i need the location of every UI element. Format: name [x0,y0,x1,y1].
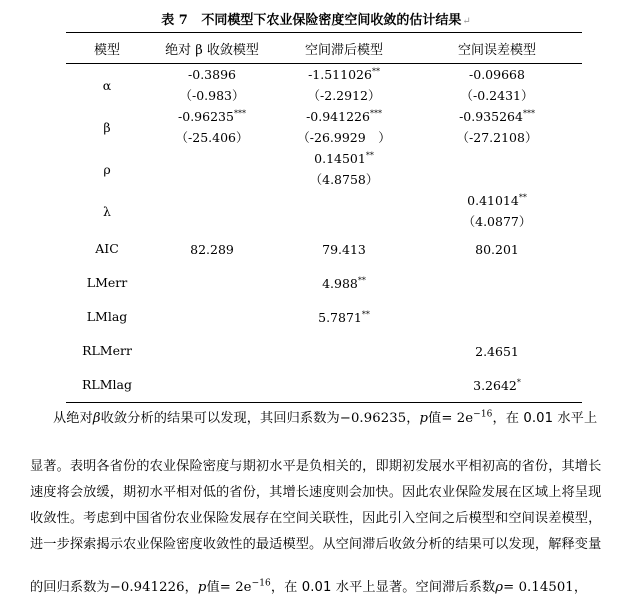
row-param: ρ [103,161,111,177]
table-cell [276,266,412,300]
significance-stars: *** [233,108,246,118]
results-table-wrap [66,32,582,403]
results-table [66,32,582,403]
cell-tstat: （-26.9929 ） [297,130,391,145]
table-cell [148,190,276,232]
cell-value [276,341,412,362]
significance-stars: ** [365,150,374,160]
cell-value: -0.935264*** [459,108,535,124]
paragraph-line-6: 的回归系数为−0.941226，p值= $2e^{-16}$，在 0.01 水平上显著。空间滞后系数ρ= 0.14501， [30,578,588,595]
table-row [66,106,582,148]
significance-stars: *** [369,108,382,118]
table-cell [148,64,276,107]
header-spatial-lag: 空间滞后模型 [276,33,412,64]
row-param: RLMerr [82,343,132,358]
cell-tstat [276,211,412,232]
cell-value: 2.4651 [475,343,519,359]
cell-value: 3.2642* [473,377,521,393]
table-caption [0,9,632,28]
header-spatial-error: 空间误差模型 [412,33,582,64]
cell-value: 4.988** [322,275,366,291]
table-cell [276,148,412,190]
caption-label: 表 7 [161,13,188,28]
paragraph-line-5: 进一步探索揭示农业保险密度收敛性的最适模型。从空间滞后收敛分析的结果可以发现，解释变量 [30,537,602,552]
cell-value: 0.14501** [314,150,374,166]
cell-value [276,375,412,396]
row-param: LMerr [86,275,128,290]
cell-tstat: （4.0877） [462,214,532,229]
cell-value: -0.96235*** [178,108,246,124]
cell-tstat: （-2.2912） [307,88,381,103]
significance-stars: ** [371,66,380,76]
table-cell [148,334,276,368]
row-param: β [103,119,111,135]
row-param: RLMlag [66,368,148,403]
row-param: AIC [95,241,119,256]
header-abs-beta: 绝对 β 收敛模型 [148,33,276,64]
paragraph-line-2: 显著。表明各省份的农业保险密度与期初水平是负相关的，即期初发展水平相初高的省份，其增长 [30,459,602,474]
cell-tstat: （-25.406） [175,130,249,145]
table-cell [412,106,582,148]
significance-stars: * [516,377,521,387]
table-cell [276,368,412,403]
cell-value: -0.09668 [469,67,525,82]
table-row [66,266,582,300]
table-row [66,334,582,368]
caption-text: 不同模型下农业保险密度空间收敛的估计结果 [201,13,462,28]
table-cell [276,190,412,232]
table-cell [276,64,412,107]
table-cell [412,368,582,403]
cell-value [276,190,412,211]
table-cell [276,232,412,266]
cell-tstat [148,211,276,232]
header-model: 模型 [66,33,148,64]
table-row [66,148,582,190]
cell-value [412,273,582,294]
cell-value [148,190,276,211]
cell-value [148,375,276,396]
paragraph-line-3: 速度将会放缓，期初水平相对低的省份，其增长速度则会加快。因此农业保险发展在区域上将呈现 [30,485,602,500]
cell-tstat: （4.8758） [309,172,379,187]
table-row [66,232,582,266]
table-cell [148,266,276,300]
table-cell [412,148,582,190]
cell-value: 79.413 [322,241,366,257]
table-cell [276,334,412,368]
cell-value: 0.41014** [467,192,527,208]
significance-stars: *** [522,108,535,118]
paragraph-line-4: 收敛性。考虑到中国省份农业保险发展存在空间关联性，因此引入空间之后模型和空间误差模型， [30,511,602,526]
table-cell [276,106,412,148]
cell-value [412,148,582,169]
table-cell [412,232,582,266]
cell-value: -0.3896 [188,67,236,82]
table-cell [148,232,276,266]
cell-value: 80.201 [475,241,519,257]
cell-value: 82.289 [190,241,234,257]
cell-value: -1.511026** [308,66,380,82]
significance-stars: ** [361,309,370,319]
table-cell [148,300,276,334]
table-row [66,190,582,232]
cell-value: 5.7871** [318,309,370,325]
cell-tstat: （-0.983） [179,88,245,103]
table-row [66,368,582,403]
row-param: LMlag [86,309,128,324]
table-cell [412,300,582,334]
cell-tstat [412,169,582,190]
cell-tstat: （-27.2108） [456,130,538,145]
cell-value [412,307,582,328]
table-cell [148,368,276,403]
paragraph-mark-icon: ↵ [462,16,471,27]
table-cell [148,106,276,148]
row-param: α [102,77,112,93]
table-cell [412,266,582,300]
table-body [66,64,582,403]
table-cell [276,300,412,334]
table-cell [148,148,276,190]
significance-stars: ** [518,192,527,202]
paragraph-line-1: 从绝对β收敛分析的结果可以发现，其回归系数为−0.96235，p值= $2e^{-16}$，在 0.01 水平上 [53,409,598,426]
significance-stars: ** [357,275,366,285]
cell-tstat: （-0.2431） [460,88,534,103]
table-row [66,300,582,334]
cell-value [148,307,276,328]
table-cell [412,334,582,368]
cell-value: -0.941226*** [306,108,382,124]
cell-tstat [148,169,276,190]
table-cell [412,64,582,107]
table-header-row [66,33,582,64]
cell-value [148,341,276,362]
table-row [66,64,582,107]
cell-value [148,148,276,169]
cell-value [148,273,276,294]
row-param: λ [103,203,111,219]
beta-symbol: β [92,411,101,426]
table-cell [412,190,582,232]
